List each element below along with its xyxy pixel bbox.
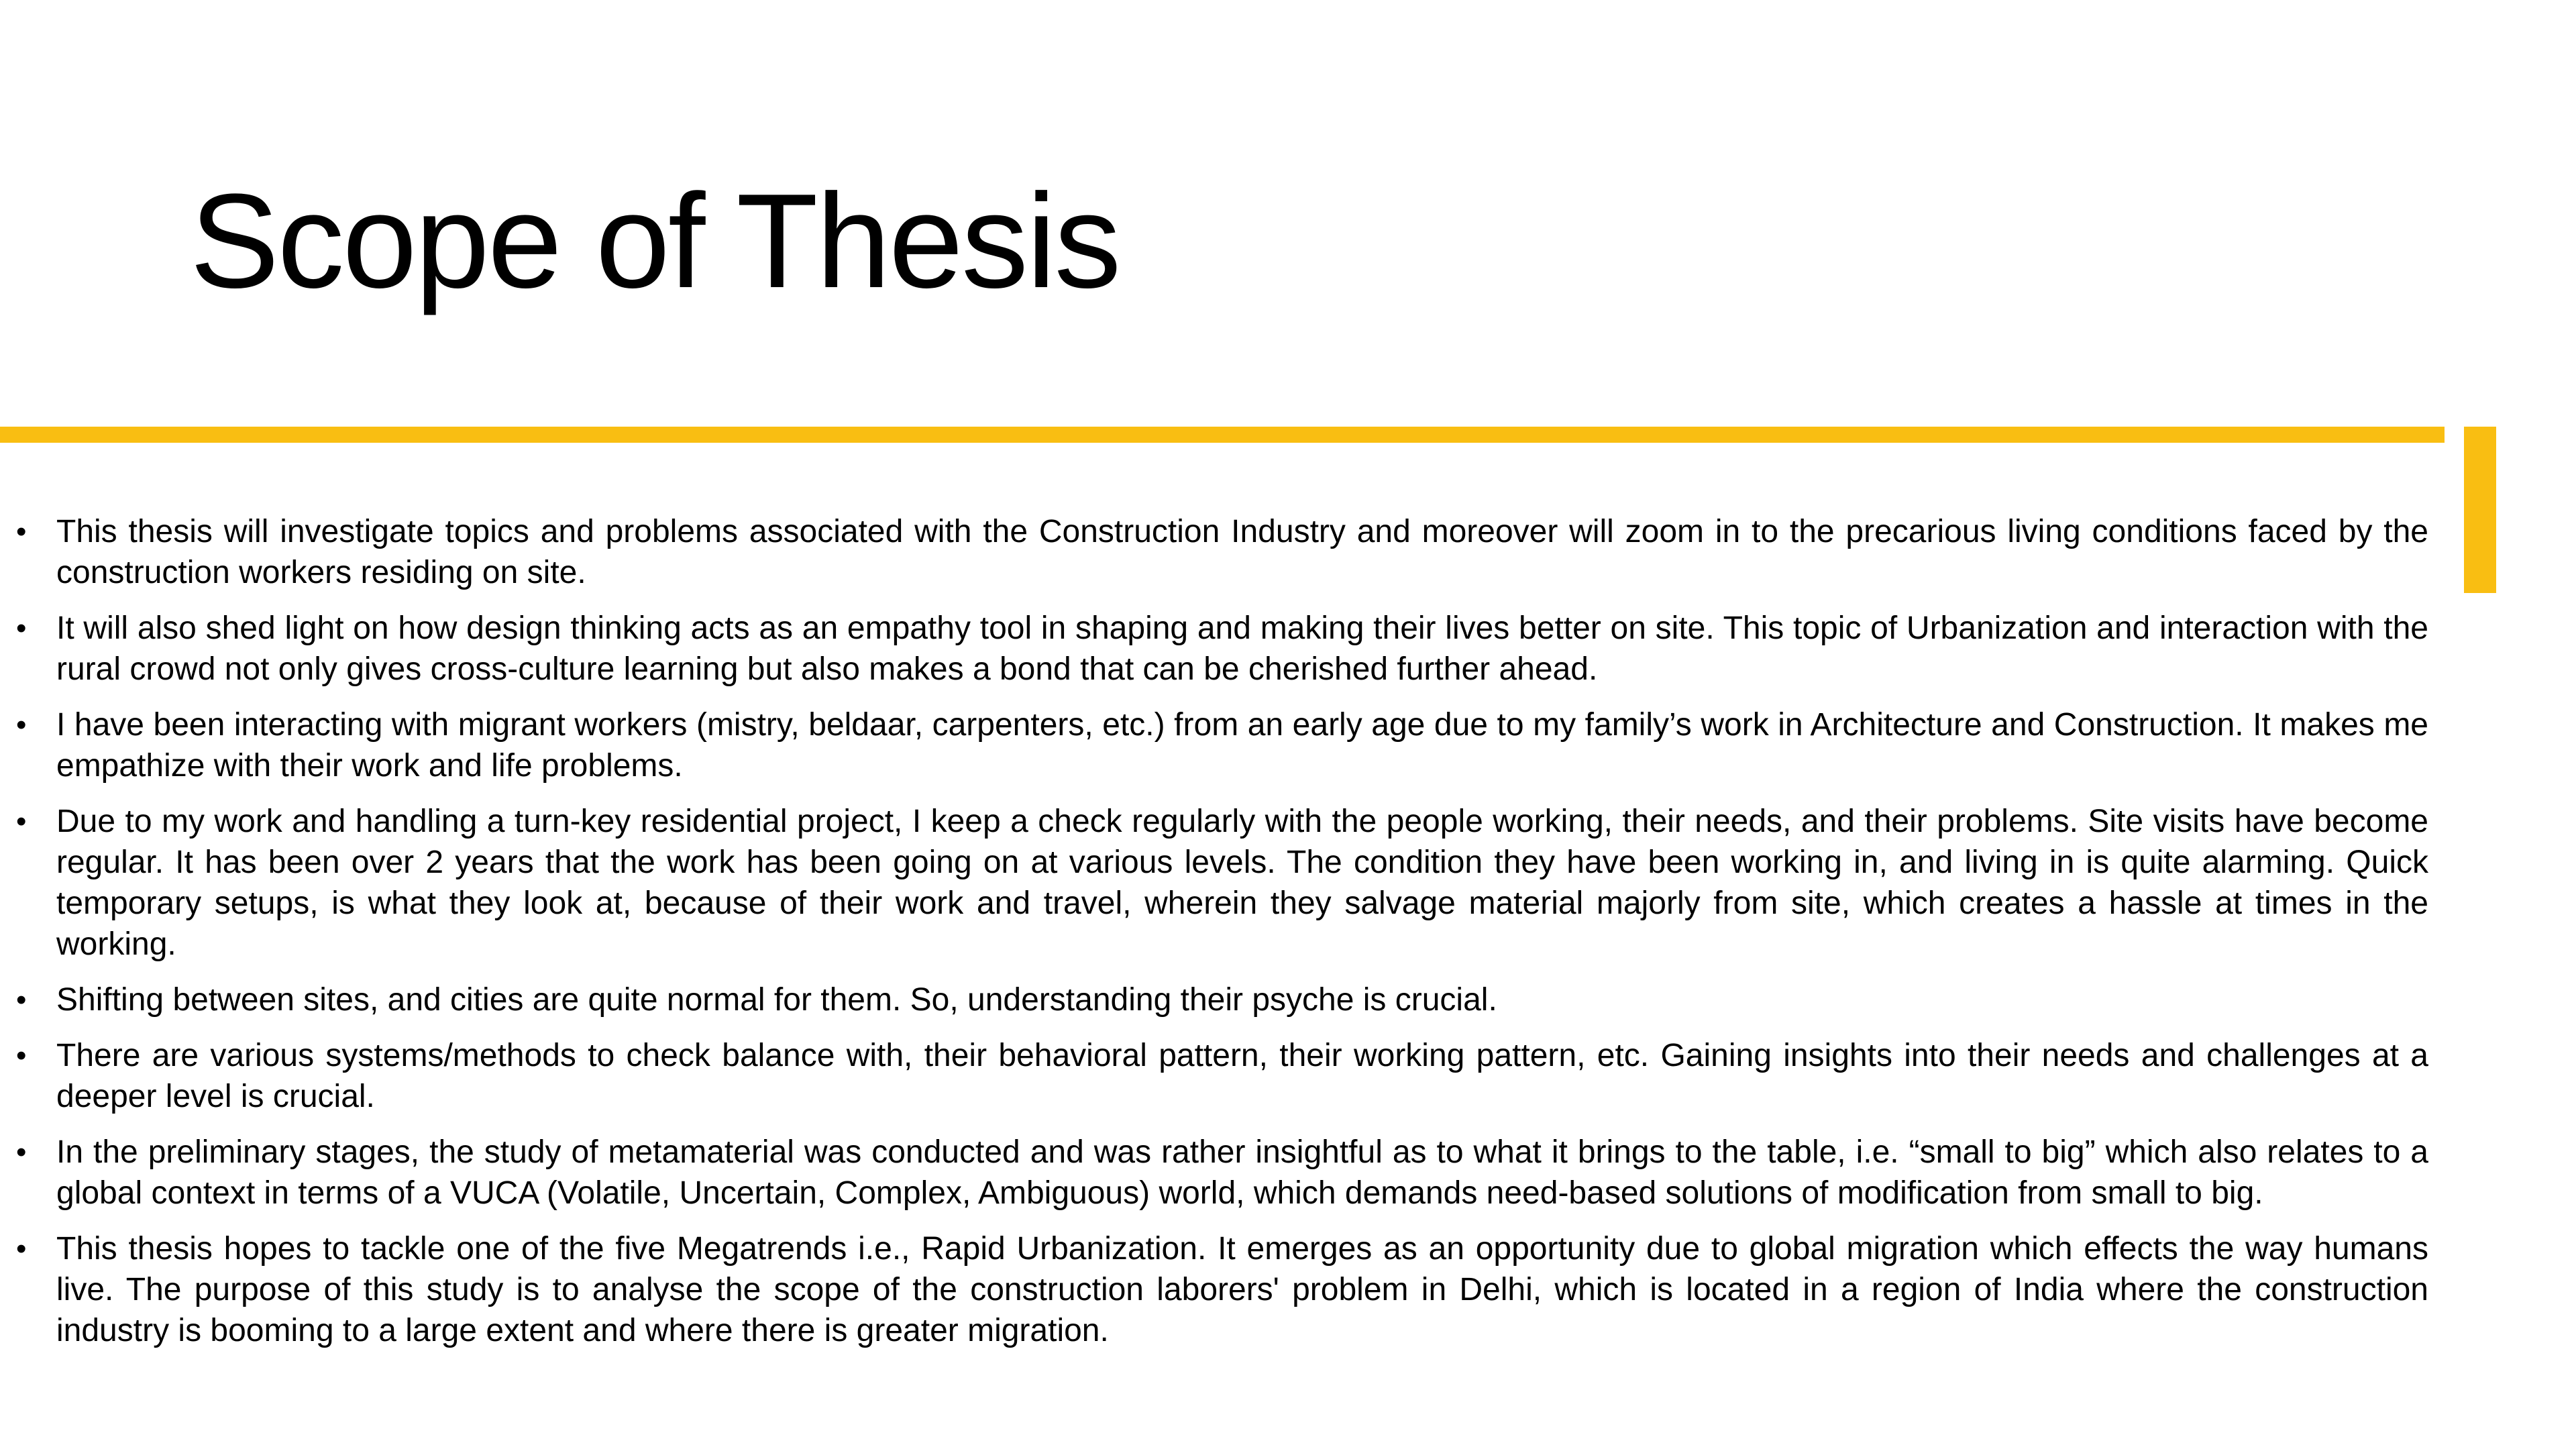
bullet-marker: •	[16, 612, 27, 645]
accent-bar	[0, 427, 2445, 443]
bullet-marker: •	[16, 708, 27, 741]
slide-title: Scope of Thesis	[190, 166, 1120, 316]
bullet-marker: •	[16, 1136, 27, 1169]
accent-tab	[2464, 427, 2496, 593]
bullet-item	[13, 1035, 2428, 1117]
bullet-item	[13, 979, 2428, 1020]
bullet-text: This thesis will investigate topics and problems associated with the Construction Industry and moreover will zoom in to the precarious living conditions faced by the construction workers residing on site.	[56, 514, 2428, 590]
bullet-marker: •	[16, 983, 27, 1016]
bullet-list	[13, 511, 2428, 1366]
bullet-text: There are various systems/methods to check balance with, their behavioral pattern, their working pattern, etc. Gaining insights into their needs and challenges at a deeper level is crucial.	[56, 1038, 2428, 1114]
bullet-text: This thesis hopes to tackle one of the five Megatrends i.e., Rapid Urbanization. It emerges as an opportunity due to global migration which effects the way humans live. The purpose of this study is to analyse the scope of the construction laborers' problem in Delhi, which is located in a region of India where the construction industry is booming to a large extent and where there is greater migration.	[56, 1231, 2428, 1348]
bullet-marker: •	[16, 805, 27, 838]
bullet-item	[13, 608, 2428, 690]
bullet-marker: •	[16, 1039, 27, 1072]
bullet-item	[13, 1228, 2428, 1351]
bullet-text: Due to my work and handling a turn-key residential project, I keep a check regularly with the people working, their needs, and their problems. Site visits have become regular. It has been over 2 years that the work has been going on at various levels. The condition they have been working in, and living in is quite alarming. Quick temporary setups, is what they look at, because of their work and travel, wherein they salvage material majorly from site, which creates a hassle at times in the working.	[56, 804, 2428, 962]
bullet-marker: •	[16, 515, 27, 548]
bullet-text: In the preliminary stages, the study of metamaterial was conducted and was rather insightful as to what it brings to the table, i.e. “small to big” which also relates to a global context in terms of a VUCA (Volatile, Uncertain, Complex, Ambiguous) world, which demands need-based solutions of modification from small to big.	[56, 1134, 2428, 1211]
bullet-item	[13, 1132, 2428, 1214]
bullet-text: It will also shed light on how design thinking acts as an empathy tool in shaping and making their lives better on site. This topic of Urbanization and interaction with the rural crowd not only gives cross-culture learning but also makes a bond that can be cherished further ahead.	[56, 610, 2428, 687]
bullet-item	[13, 704, 2428, 786]
bullet-marker: •	[16, 1232, 27, 1265]
bullet-text: I have been interacting with migrant workers (mistry, beldaar, carpenters, etc.) from an early age due to my family’s work in Architecture and Construction. It makes me empathize with their work and life problems.	[56, 707, 2428, 784]
bullet-text: Shifting between sites, and cities are quite normal for them. So, understanding their psyche is crucial.	[56, 982, 1497, 1018]
bullet-item	[13, 801, 2428, 965]
bullet-item	[13, 511, 2428, 593]
